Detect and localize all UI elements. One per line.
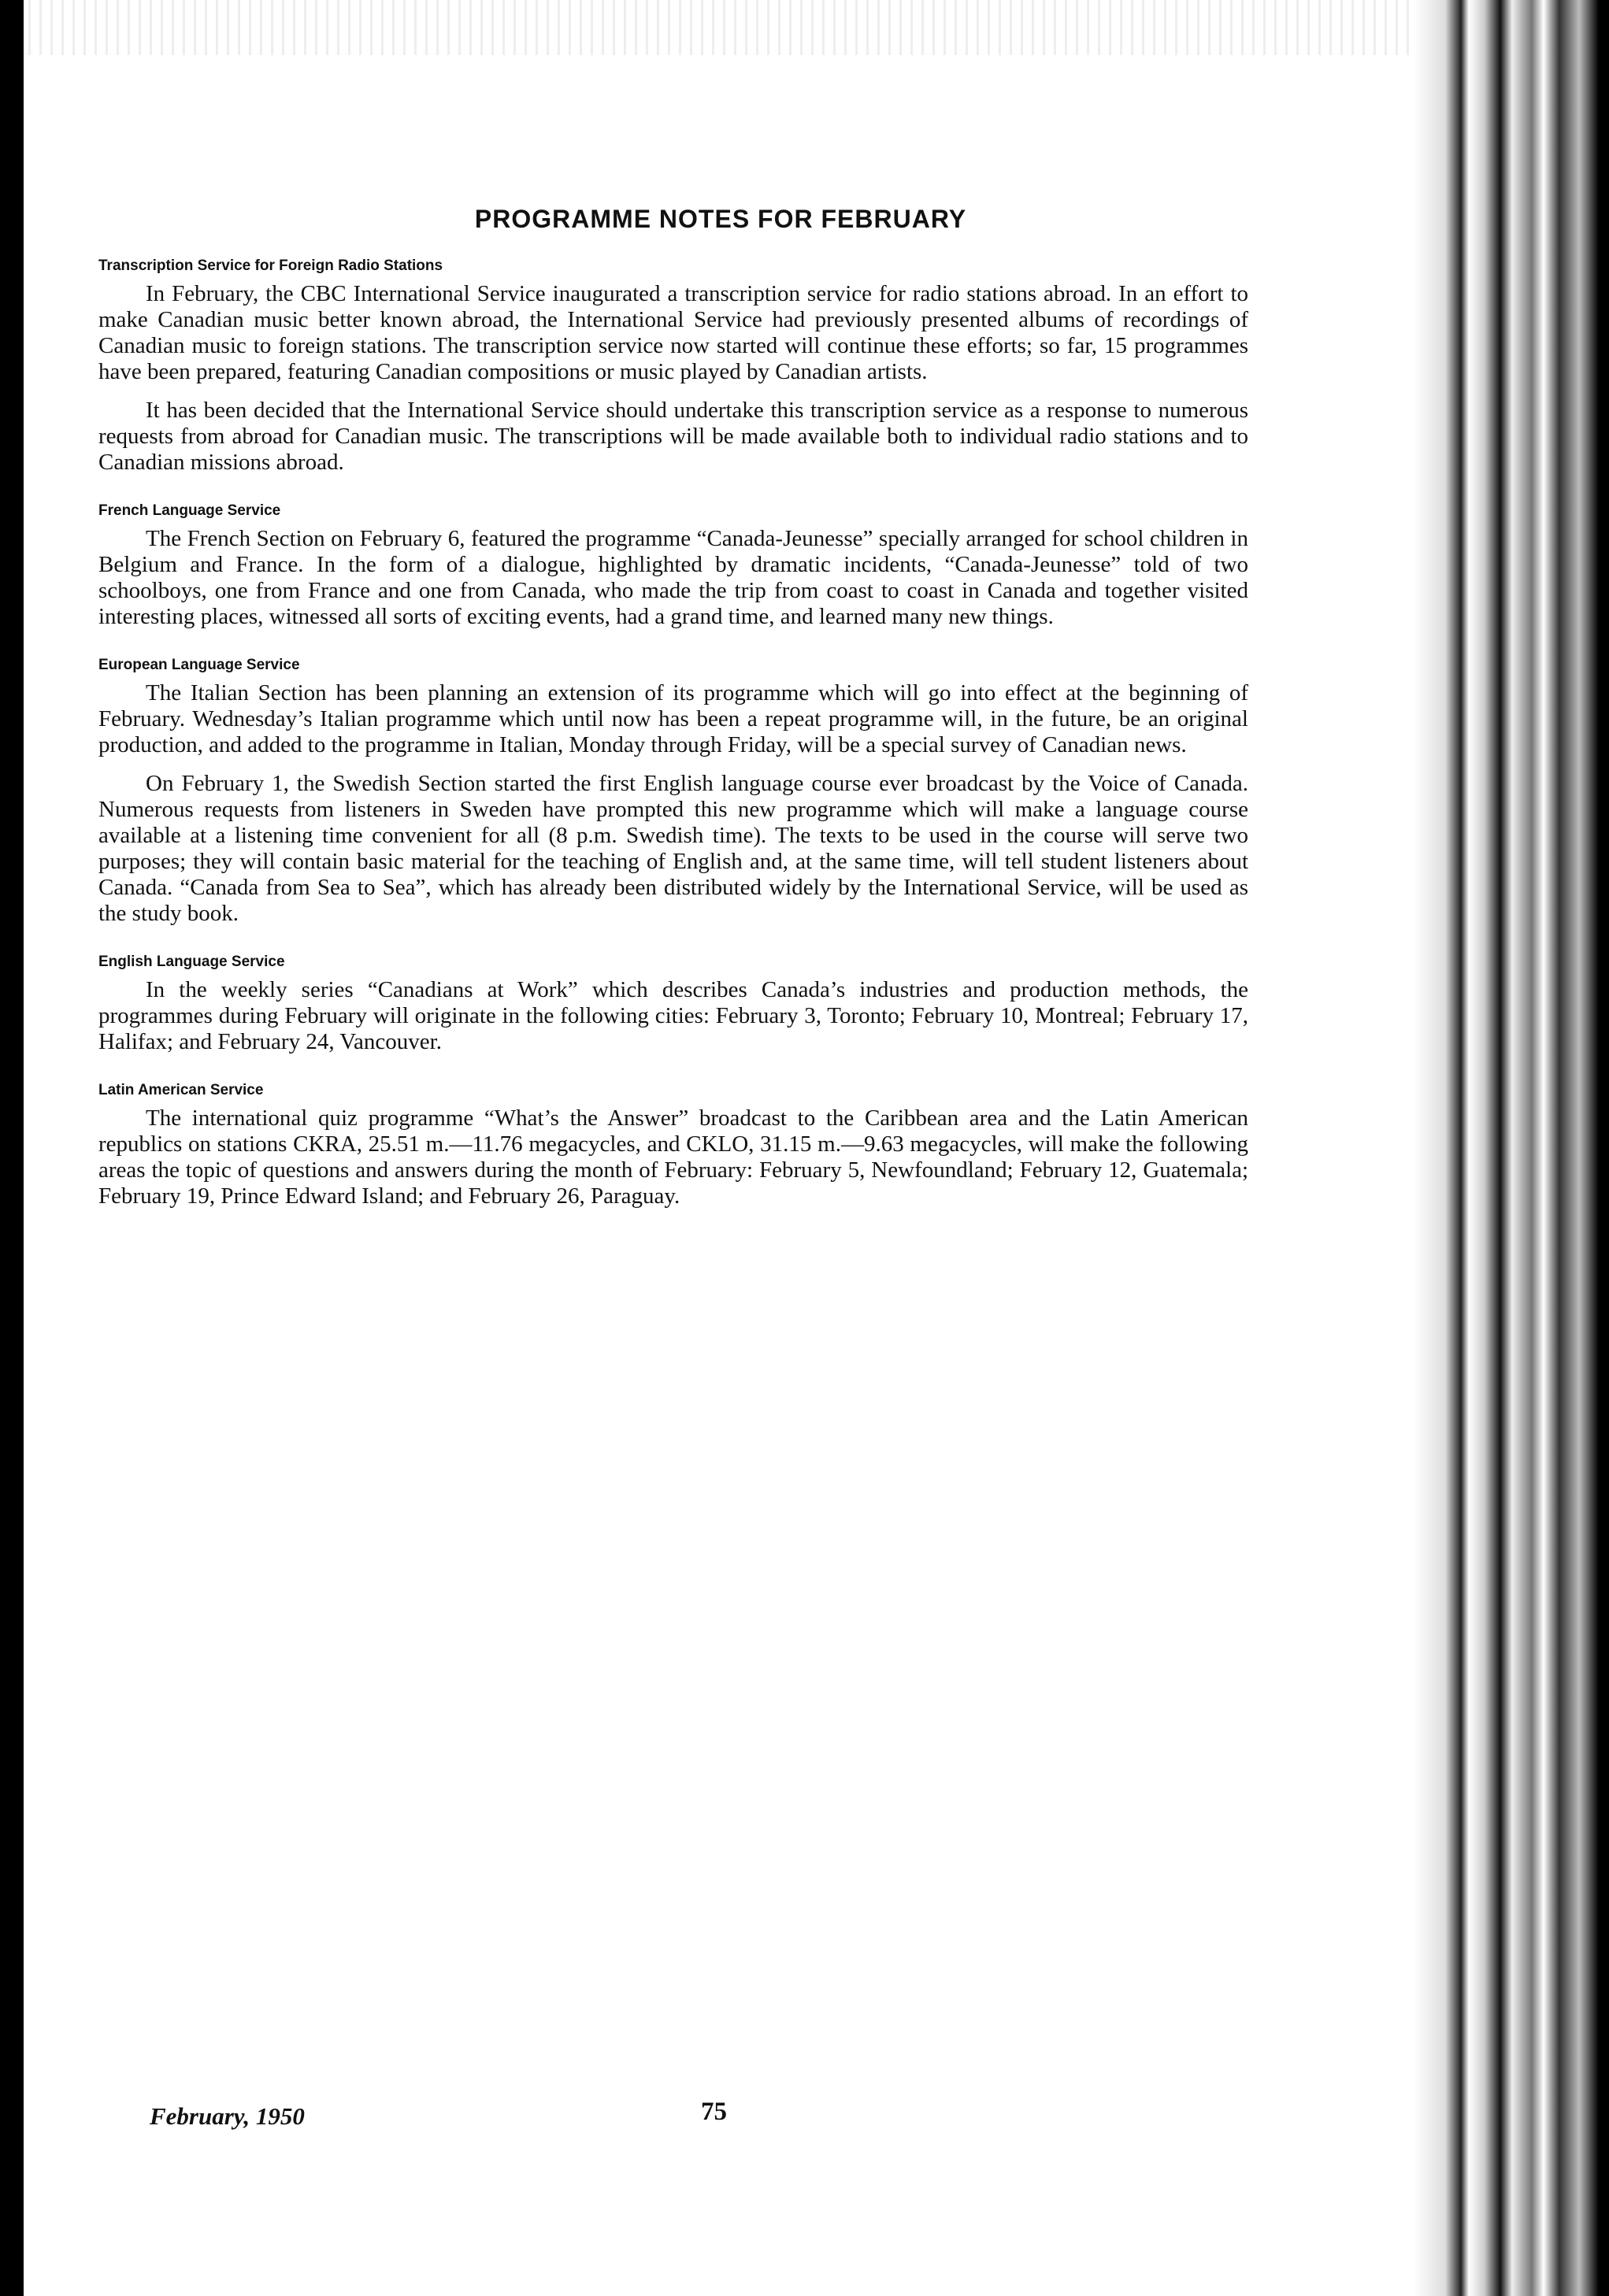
document-page — [98, 205, 1248, 1236]
scan-book-gutter — [1414, 0, 1609, 2296]
section-heading: Latin American Service — [98, 1082, 264, 1098]
footer-date: February, 1950 — [150, 2102, 305, 2130]
section-european-language-service — [98, 657, 1248, 927]
paragraph: On February 1, the Swedish Section started the first English language course ever broadcast by the Voice of Canada. Numerous requests from listeners in Sweden have prompted this new programme which will make a language course available at a listening time convenient for all (8 p.m. Swedish time). The texts to be used in the course will serve two purposes; they will contain basic material for the teaching of English and, at the same time, will tell student listeners about Canada. “Canada from Sea to Sea”, which has already been distributed widely by the International Service, will be used as the study book. — [98, 771, 1248, 926]
section-heading: Transcription Service for Foreign Radio Stations — [98, 257, 443, 274]
scan-border-left — [0, 0, 24, 2296]
paragraph: It has been decided that the International Service should undertake this transcription service as a response to numerous requests from abroad for Canadian music. The transcriptions will be made available both to individual radio stations and to Canadian missions abroad. — [98, 398, 1248, 475]
paragraph: The Italian Section has been planning an extension of its programme which will go into effect at the beginning of February. Wednesday’s Italian programme which until now has been a repeat programme will, in the future, be an original production, and added to the programme in Italian, Monday through Friday, will be a special survey of Canadian news. — [98, 680, 1248, 757]
paragraph: The international quiz programme “What’s the Answer” broadcast to the Caribbean area and the Latin American republics on stations CKRA, 25.51 m.—11.76 megacycles, and CKLO, 31.15 m.—9.63 megacycles, will make the following areas the topic of questions and answers during the month of February: February 5, Newfoundland; February 12, Guatemala; February 19, Prince Edward Island; and February 26, Paraguay. — [98, 1105, 1248, 1209]
page-number: 75 — [701, 2098, 727, 2126]
page-title: PROGRAMME NOTES FOR FEBRUARY — [474, 205, 967, 233]
section-french-language-service — [98, 502, 1248, 630]
section-english-language-service — [98, 954, 1248, 1055]
section-heading: European Language Service — [98, 657, 300, 673]
section-heading: French Language Service — [98, 502, 281, 519]
paragraph: In February, the CBC International Service inaugurated a transcription service for radio stations abroad. In an effort to make Canadian music better known abroad, the International Service had previously presented albums of recordings of Canadian music to foreign stations. The transcription service now started will continue these efforts; so far, 15 programmes have been prepared, featuring Canadian compositions or music played by Canadian artists. — [98, 281, 1248, 384]
section-heading: English Language Service — [98, 954, 285, 970]
section-latin-american-service — [98, 1082, 1248, 1209]
scan-noise-top — [24, 0, 1489, 55]
paragraph: The French Section on February 6, featured the programme “Canada-Jeunesse” specially arranged for school children in Belgium and France. In the form of a dialogue, highlighted by dramatic incidents, “Canada-Jeunesse” told of two schoolboys, one from France and one from Canada, who made the trip from coast to coast in Canada and together visited interesting places, witnessed all sorts of exciting events, had a grand time, and learned many new things. — [98, 526, 1248, 629]
paragraph: In the weekly series “Canadians at Work” which describes Canada’s industries and production methods, the programmes during February will originate in the following cities: February 3, Toronto; February 10, Montreal; February 17, Halifax; and February 24, Vancouver. — [98, 977, 1248, 1054]
section-transcription-service — [98, 257, 1248, 476]
